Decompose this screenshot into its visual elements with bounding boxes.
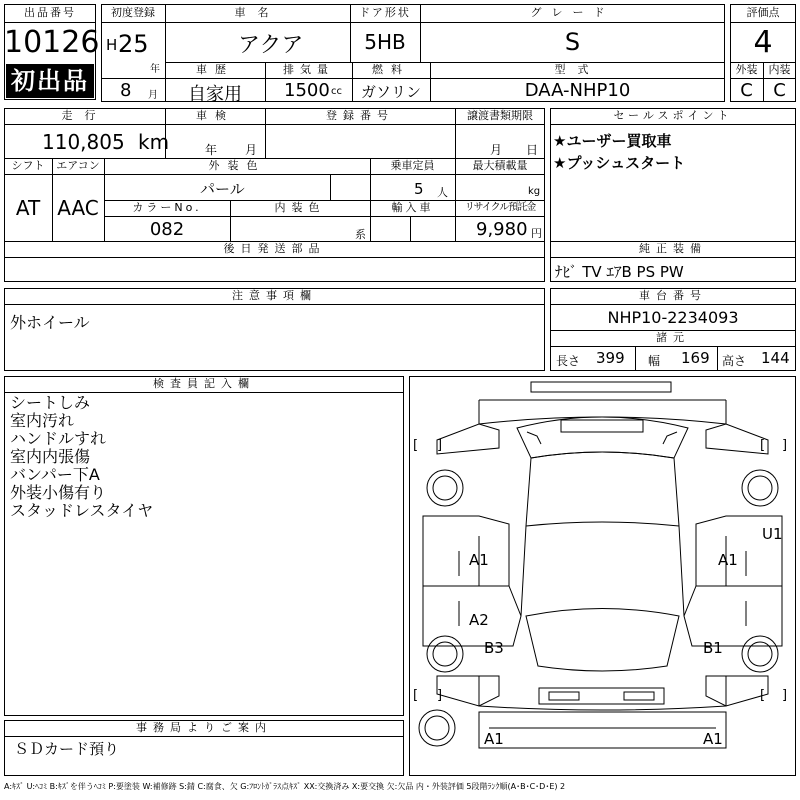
colorno: 082 bbox=[149, 219, 185, 240]
car-name-label: 車名 bbox=[234, 6, 281, 19]
bracket-close: ] bbox=[437, 688, 443, 703]
height-label: 高さ bbox=[722, 354, 747, 368]
inspection-label: 車検 bbox=[196, 109, 234, 122]
damage-mark: A1 bbox=[718, 551, 738, 569]
inspection-year-unit: 年 bbox=[205, 143, 218, 157]
ext-grade: C bbox=[740, 80, 753, 101]
mileage: 110,805 bbox=[42, 130, 125, 154]
first-listing-badge-text: 初出品 bbox=[11, 67, 89, 95]
inspection-month-unit: 月 bbox=[245, 143, 258, 157]
equipment: ﾅﾋﾞ TV ｴｱB PS PW bbox=[555, 263, 684, 281]
reg-month-unit: 月 bbox=[148, 90, 158, 101]
transfer-month-unit: 月 bbox=[490, 143, 503, 157]
recycle: 9,980 bbox=[476, 219, 528, 240]
door-label: ドア形状 bbox=[359, 6, 411, 19]
transfer-label: 譲渡書類期限 bbox=[467, 109, 533, 122]
height: 144 bbox=[761, 349, 790, 367]
reg-number-label: 登録番号 bbox=[326, 109, 394, 122]
bracket-close: ] bbox=[782, 438, 788, 453]
mileage-label: 走行 bbox=[61, 109, 108, 122]
reg-era: H bbox=[106, 36, 118, 54]
damage-mark: A1 bbox=[703, 730, 723, 748]
bracket-close: ] bbox=[437, 438, 443, 453]
sales-point-label: セールスポイント bbox=[613, 109, 733, 122]
sales-point-2: ★プッシュスタート bbox=[553, 154, 686, 172]
listing-number-label: 出品番号 bbox=[24, 6, 76, 19]
score: 4 bbox=[753, 25, 773, 60]
later-parts-label: 後日発送部品 bbox=[223, 242, 326, 255]
fuel-label: 燃料 bbox=[372, 63, 410, 76]
reg-label: 初度登録 bbox=[111, 6, 155, 19]
fuel: ガソリン bbox=[360, 83, 421, 101]
damage-mark: U1 bbox=[762, 525, 783, 543]
bracket-open: [ bbox=[413, 438, 419, 453]
car-name: アクア bbox=[238, 33, 304, 58]
width-label: 幅 bbox=[648, 354, 661, 368]
bracket-open: [ bbox=[413, 688, 419, 703]
reg-year-unit: 年 bbox=[150, 64, 160, 75]
score-label: 評価点 bbox=[746, 6, 780, 19]
length: 399 bbox=[596, 349, 625, 367]
grade: S bbox=[564, 28, 581, 56]
inspector-line: スタッドレスタイヤ bbox=[10, 501, 154, 520]
load-unit: kg bbox=[528, 186, 541, 197]
dims-label: 諸元 bbox=[656, 331, 690, 344]
chassis-number: NHP10-2234093 bbox=[607, 308, 739, 327]
capacity-label: 乗車定員 bbox=[390, 159, 435, 172]
chassis-label: 車台番号 bbox=[639, 289, 707, 302]
shift: AT bbox=[15, 196, 41, 220]
caution-label: 注意事項欄 bbox=[232, 289, 317, 302]
damage-mark: A1 bbox=[469, 551, 489, 569]
reg-month: 8 bbox=[120, 80, 132, 101]
displacement: 1500 bbox=[284, 80, 330, 101]
int-grade-label: 内装 bbox=[768, 63, 791, 76]
legend: A:ｷｽﾞ U:ﾍｺﾐ B:ｷｽﾞを伴うﾍｺﾐ P:要塗装 W:補修跡 S:錆 C:腐食、欠 G:ﾌﾛﾝﾄｶﾞﾗｽ点ｷｽﾞ XX:交換済み X:要交換 欠:欠品 内・外装評価 5段階ﾗﾝｸ順(A･B･C･D･E) 2 bbox=[4, 782, 566, 791]
mileage-unit: km bbox=[138, 130, 170, 154]
door-type: 5HB bbox=[364, 30, 406, 54]
sales-point-1: ★ユーザー買取車 bbox=[553, 132, 672, 150]
displacement-unit: cc bbox=[331, 86, 342, 97]
inspector-label: 検査員記入欄 bbox=[153, 377, 255, 390]
capacity-unit: 人 bbox=[437, 186, 448, 199]
caution: 外ホイール bbox=[10, 313, 90, 332]
intcolor-unit: 系 bbox=[355, 228, 366, 241]
model: DAA-NHP10 bbox=[524, 80, 631, 101]
model-label: 型式 bbox=[554, 63, 601, 76]
inspector-line: 室内内張傷 bbox=[10, 447, 91, 466]
intcolor-label: 内装色 bbox=[274, 201, 326, 214]
bracket-close: ] bbox=[782, 688, 788, 703]
capacity: 5 bbox=[414, 180, 424, 198]
transfer-day-unit: 日 bbox=[526, 143, 539, 157]
history-label: 車歴 bbox=[196, 63, 234, 76]
office-note: ＳＤカード預り bbox=[14, 740, 120, 758]
inspector-line: バンパー下A bbox=[10, 465, 100, 484]
car-diagram bbox=[409, 376, 796, 776]
inspector-line: ハンドルすれ bbox=[10, 429, 107, 448]
displacement-label: 排気量 bbox=[283, 63, 334, 76]
recycle-label: リサイクル預託金 bbox=[464, 202, 536, 213]
inspector-line: 室内汚れ bbox=[10, 411, 75, 430]
bracket-open: [ bbox=[760, 688, 766, 703]
inspector-line: シートしみ bbox=[10, 393, 91, 412]
ac-label: エアコン bbox=[56, 159, 100, 172]
load-label: 最大積載量 bbox=[472, 159, 528, 172]
import-label: 輸入車 bbox=[391, 201, 434, 214]
width: 169 bbox=[681, 349, 710, 367]
equipment-label: 純正装備 bbox=[639, 242, 707, 255]
shift-label: シフト bbox=[11, 159, 45, 172]
office-label: 事務局よりご案内 bbox=[136, 721, 272, 734]
color: パール bbox=[200, 180, 245, 198]
history: 自家用 bbox=[188, 84, 242, 105]
length-label: 長さ bbox=[556, 354, 581, 368]
ext-grade-label: 外装 bbox=[735, 63, 758, 76]
bracket-open: [ bbox=[760, 438, 766, 453]
damage-mark: A2 bbox=[469, 611, 489, 629]
damage-mark: A1 bbox=[484, 730, 504, 748]
inspector-line: 外装小傷有り bbox=[10, 483, 107, 502]
reg-year: 25 bbox=[118, 30, 149, 58]
damage-mark: B1 bbox=[703, 639, 723, 657]
ac: AAC bbox=[57, 196, 99, 220]
listing-number: 10126 bbox=[4, 25, 100, 60]
grade-label: グレード bbox=[530, 6, 615, 19]
damage-mark: B3 bbox=[484, 639, 504, 657]
int-grade: C bbox=[773, 80, 786, 101]
color-label: 外装色 bbox=[208, 159, 266, 172]
recycle-unit: 円 bbox=[531, 227, 542, 240]
colorno-label: カラーNo. bbox=[132, 201, 202, 214]
